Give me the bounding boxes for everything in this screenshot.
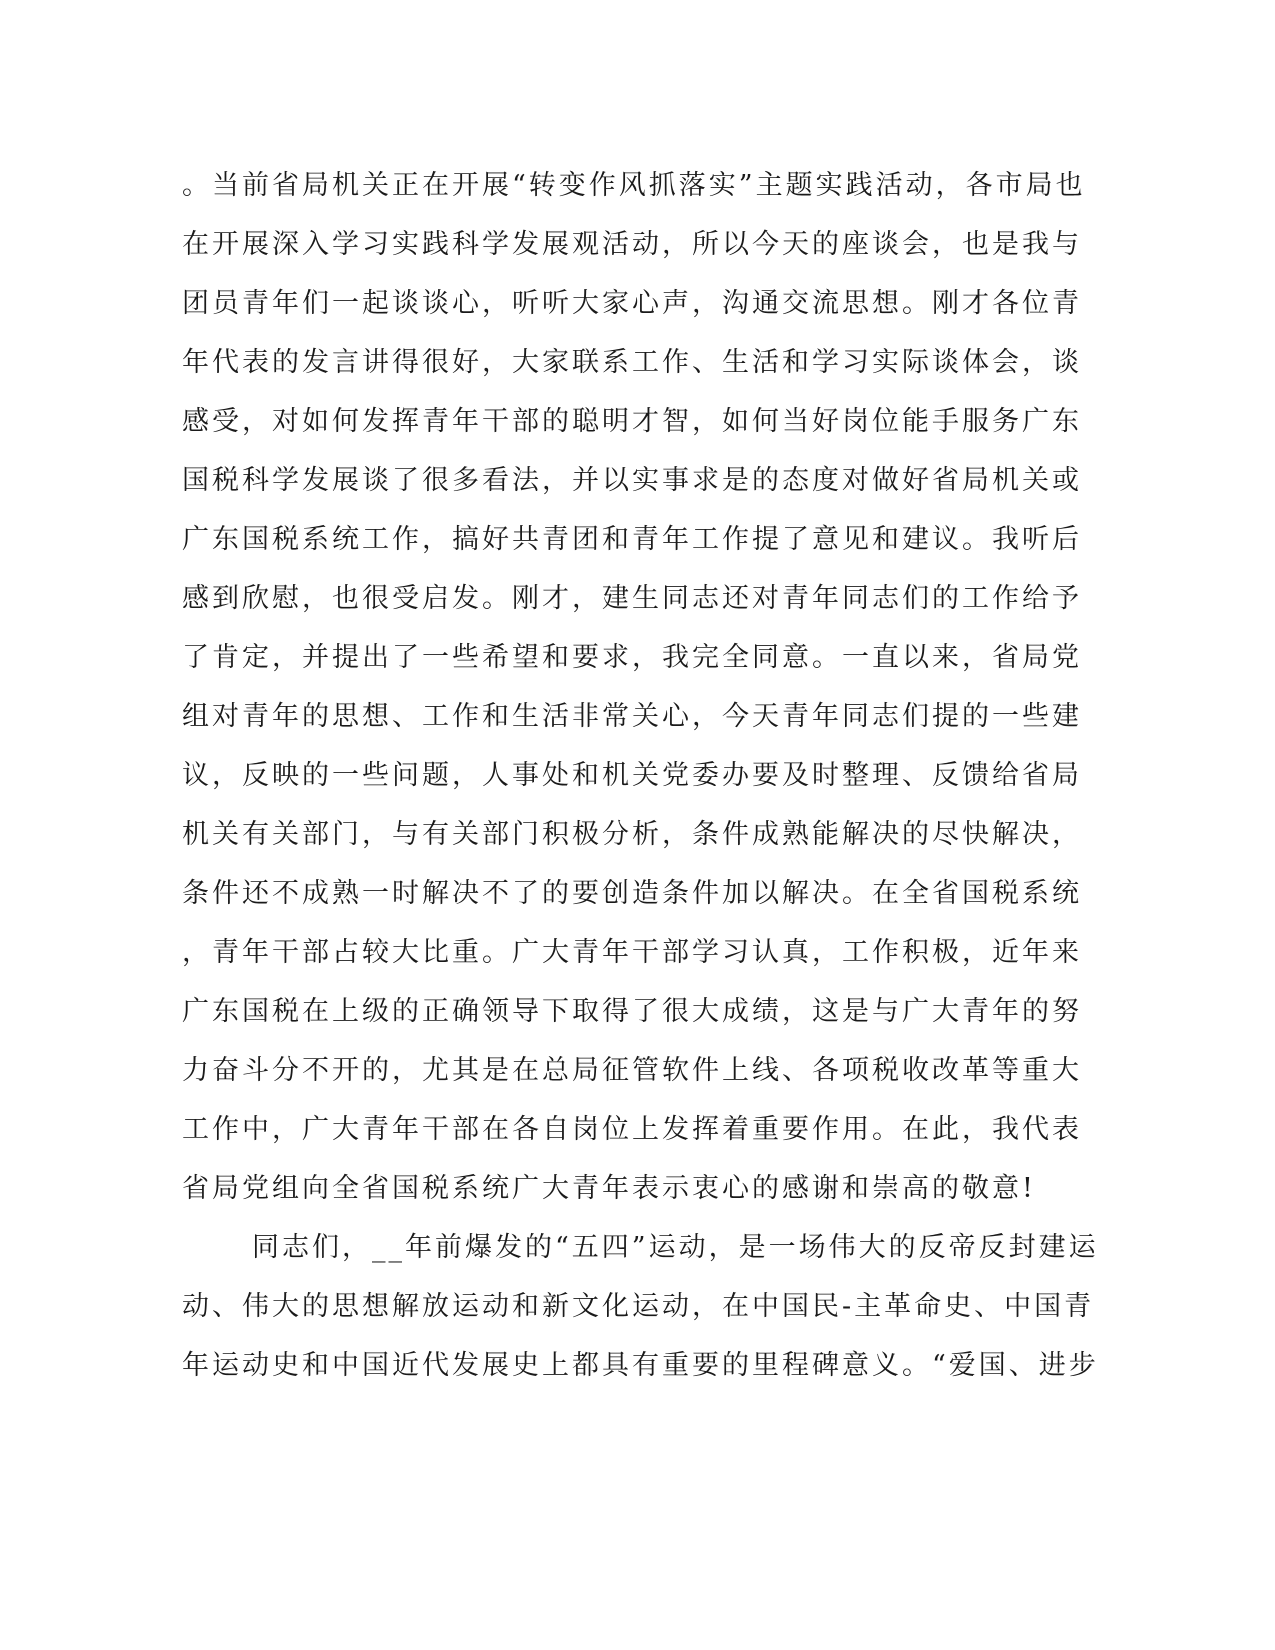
text-line: 组对青年的思想、工作和生活非常关心，今天青年同志们提的一些建 [182,701,1082,732]
text-line: 在开展深入学习实践科学发展观活动，所以今天的座谈会，也是我与 [182,229,1082,260]
text-line: 感到欣慰，也很受启发。刚才，建生同志还对青年同志们的工作给予 [182,583,1082,614]
text-line: 条件还不成熟一时解决不了的要创造条件加以解决。在全省国税系统 [182,878,1082,909]
text-line: 议，反映的一些问题，人事处和机关党委办要及时整理、反馈给省局 [182,760,1082,791]
text-line: 国税科学发展谈了很多看法，并以实事求是的态度对做好省局机关或 [182,465,1082,496]
text-line: 工作中，广大青年干部在各自岗位上发挥着重要作用。在此，我代表 [182,1114,1082,1145]
text-line: 团员青年们一起谈谈心，听听大家心声，沟通交流思想。刚才各位青 [182,288,1082,319]
text-line: 。当前省局机关正在开展“转变作风抓落实”主题实践活动，各市局也 [182,170,1086,201]
document-body [182,156,1099,1395]
text-line: 省局党组向全省国税系统广大青年表示衷心的感谢和崇高的敬意! [182,1173,1036,1204]
text-line: 广东国税在上级的正确领导下取得了很大成绩，这是与广大青年的努 [182,996,1082,1027]
text-line: 感受，对如何发挥青年干部的聪明才智，如何当好岗位能手服务广东 [182,406,1082,437]
text-line: 年代表的发言讲得很好，大家联系工作、生活和学习实际谈体会，谈 [182,347,1082,378]
text-line: 机关有关部门，与有关部门积极分析，条件成熟能解决的尽快解决， [182,819,1082,850]
text-line: 广东国税系统工作，搞好共青团和青年工作提了意见和建议。我听后 [182,524,1082,555]
text-line: 年运动史和中国近代发展史上都具有重要的里程碑意义。“爱国、进步 [182,1350,1099,1381]
paragraph-2 [182,1218,1099,1395]
text-line: ，青年干部占较大比重。广大青年干部学习认真，工作积极，近年来 [182,937,1082,968]
text-line: 力奋斗分不开的，尤其是在总局征管软件上线、各项税收改革等重大 [182,1055,1082,1086]
text-line: 了肯定，并提出了一些希望和要求，我完全同意。一直以来，省局党 [182,642,1082,673]
text-line: 动、伟大的思想解放运动和新文化运动，在中国民-主革命史、中国青 [182,1291,1095,1322]
paragraph-1 [182,156,1086,1218]
text-line: 同志们，__年前爆发的“五四”运动，是一场伟大的反帝反封建运 [252,1232,1099,1263]
